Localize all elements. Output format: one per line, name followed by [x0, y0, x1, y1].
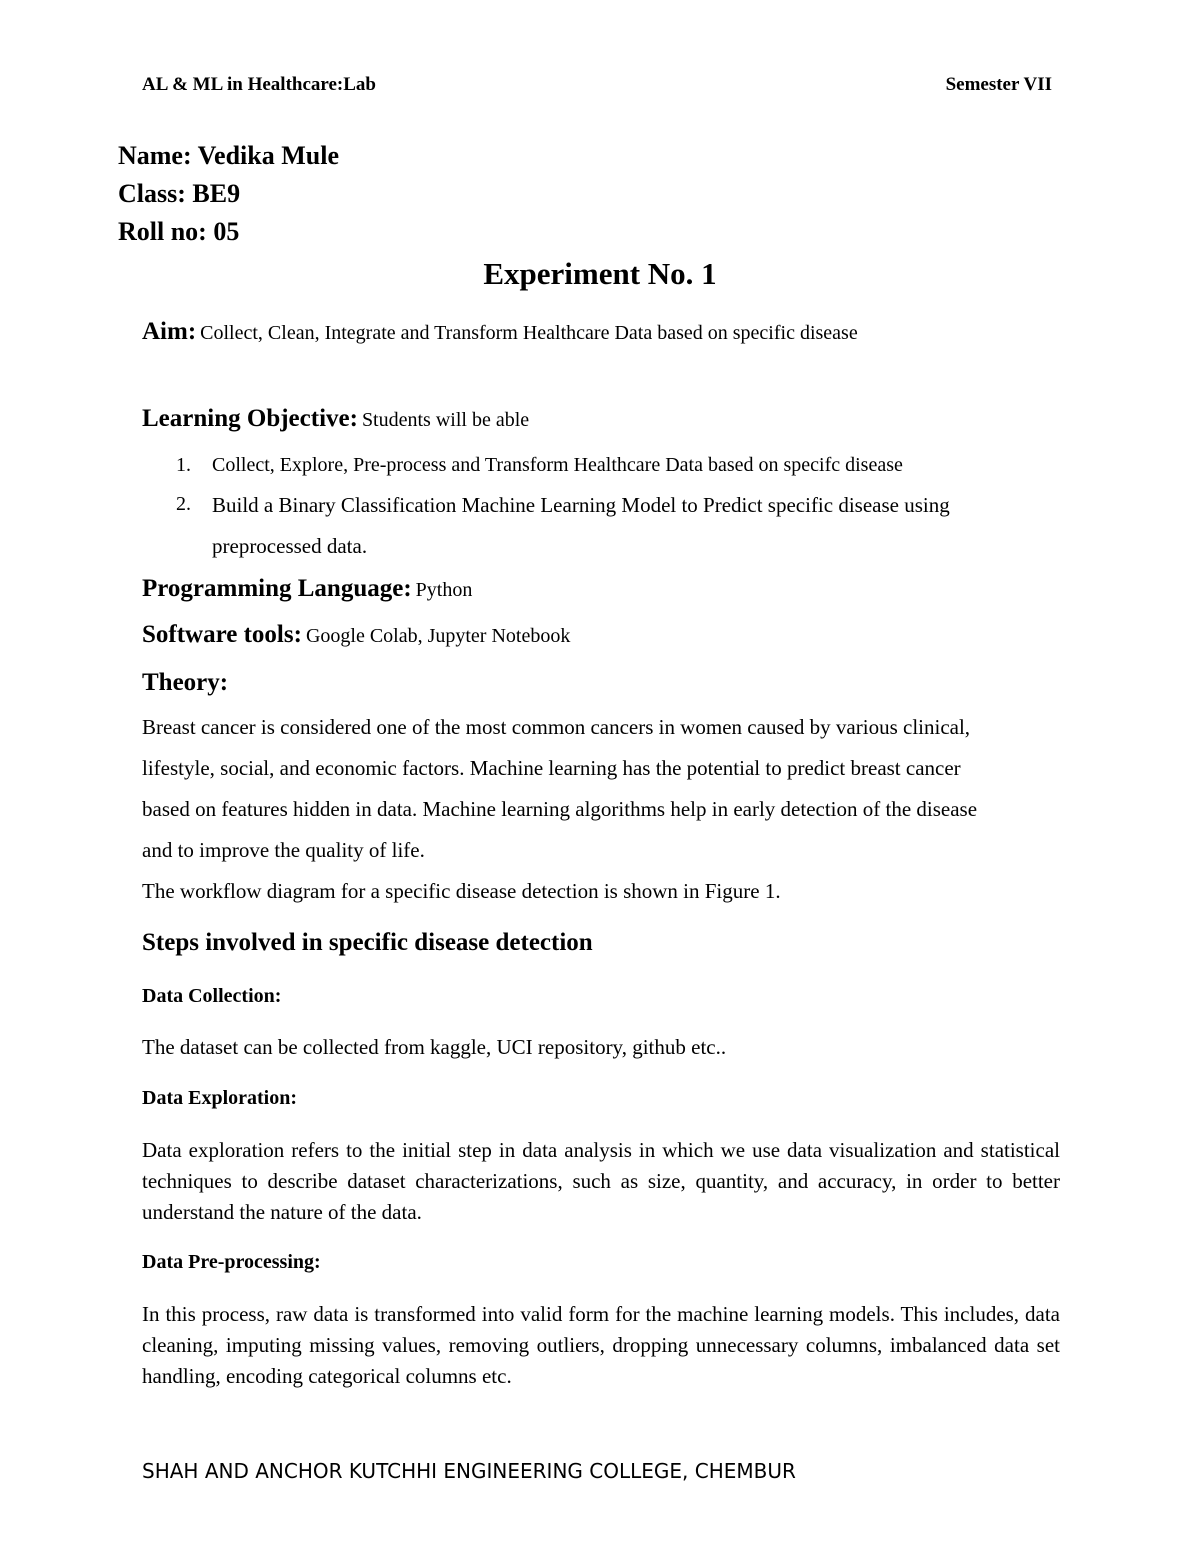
page-title: Experiment No. 1: [483, 256, 717, 291]
objective-item-2-number: 2.: [176, 493, 191, 515]
theory-line: Breast cancer is considered one of the most common cancers in women caused by various clinical,: [142, 715, 971, 739]
student-class: Class: BE9: [118, 179, 241, 208]
header-semester: Semester VII: [945, 74, 1052, 95]
language-text: Python: [415, 579, 473, 601]
footer-college: SHAH AND ANCHOR KUTCHHI ENGINEERING COLLEGE, CHEMBUR: [142, 1459, 796, 1483]
language-label: Programming Language:: [142, 575, 412, 602]
collection-heading: Data Collection:: [142, 985, 282, 1007]
objective-label: Learning Objective:: [142, 405, 358, 432]
theory-line: based on features hidden in data. Machine learning algorithms help in early detection of the disease: [142, 797, 978, 821]
objective-item-1: Collect, Explore, Pre-process and Transform Healthcare Data based on specifc disease: [212, 454, 903, 476]
student-name: Name: Vedika Mule: [118, 141, 339, 170]
preprocessing-heading: Data Pre-processing:: [142, 1251, 321, 1273]
theory-line: The workflow diagram for a specific disease detection is shown in Figure 1.: [142, 879, 781, 903]
theory-line: and to improve the quality of life.: [142, 838, 425, 862]
tools-text: Google Colab, Jupyter Notebook: [305, 625, 571, 647]
objective-item-1-number: 1.: [176, 454, 191, 476]
objective-item-2-cont: preprocessed data.: [212, 534, 368, 558]
objective-text: Students will be able: [361, 409, 530, 431]
aim-text: Collect, Clean, Integrate and Transform Healthcare Data based on specific disease: [200, 322, 858, 344]
aim-label: Aim:: [142, 318, 197, 345]
theory-line: lifestyle, social, and economic factors. Machine learning has the potential to predict breast cancer: [142, 756, 961, 780]
tools-label: Software tools:: [142, 621, 302, 648]
language-section: [142, 575, 472, 603]
collection-text: The dataset can be collected from kaggle, UCI repository, github etc..: [142, 1035, 727, 1059]
steps-heading: Steps involved in specific disease detection: [142, 929, 593, 956]
header-course: AL & ML in Healthcare:Lab: [142, 74, 376, 95]
aim-section: [142, 318, 858, 346]
theory-heading: Theory:: [142, 669, 229, 696]
exploration-text: Data exploration refers to the initial step in data analysis in which we use data visualization and statistical techniques to describe dataset characterizations, such as size, quantity, and accuracy, in order to better understand the nature of the data.: [142, 1138, 1060, 1224]
preprocessing-text: In this process, raw data is transformed into valid form for the machine learning models. This includes, data cleaning, imputing missing values, removing outliers, dropping unnecessary columns, imbalanced data set handling, encoding categorical columns etc.: [142, 1302, 1060, 1388]
objective-section: [142, 405, 529, 433]
tools-section: [142, 621, 570, 649]
student-roll: Roll no: 05: [118, 217, 240, 246]
objective-item-2: Build a Binary Classification Machine Learning Model to Predict specific disease using: [212, 493, 950, 517]
exploration-heading: Data Exploration:: [142, 1087, 297, 1109]
